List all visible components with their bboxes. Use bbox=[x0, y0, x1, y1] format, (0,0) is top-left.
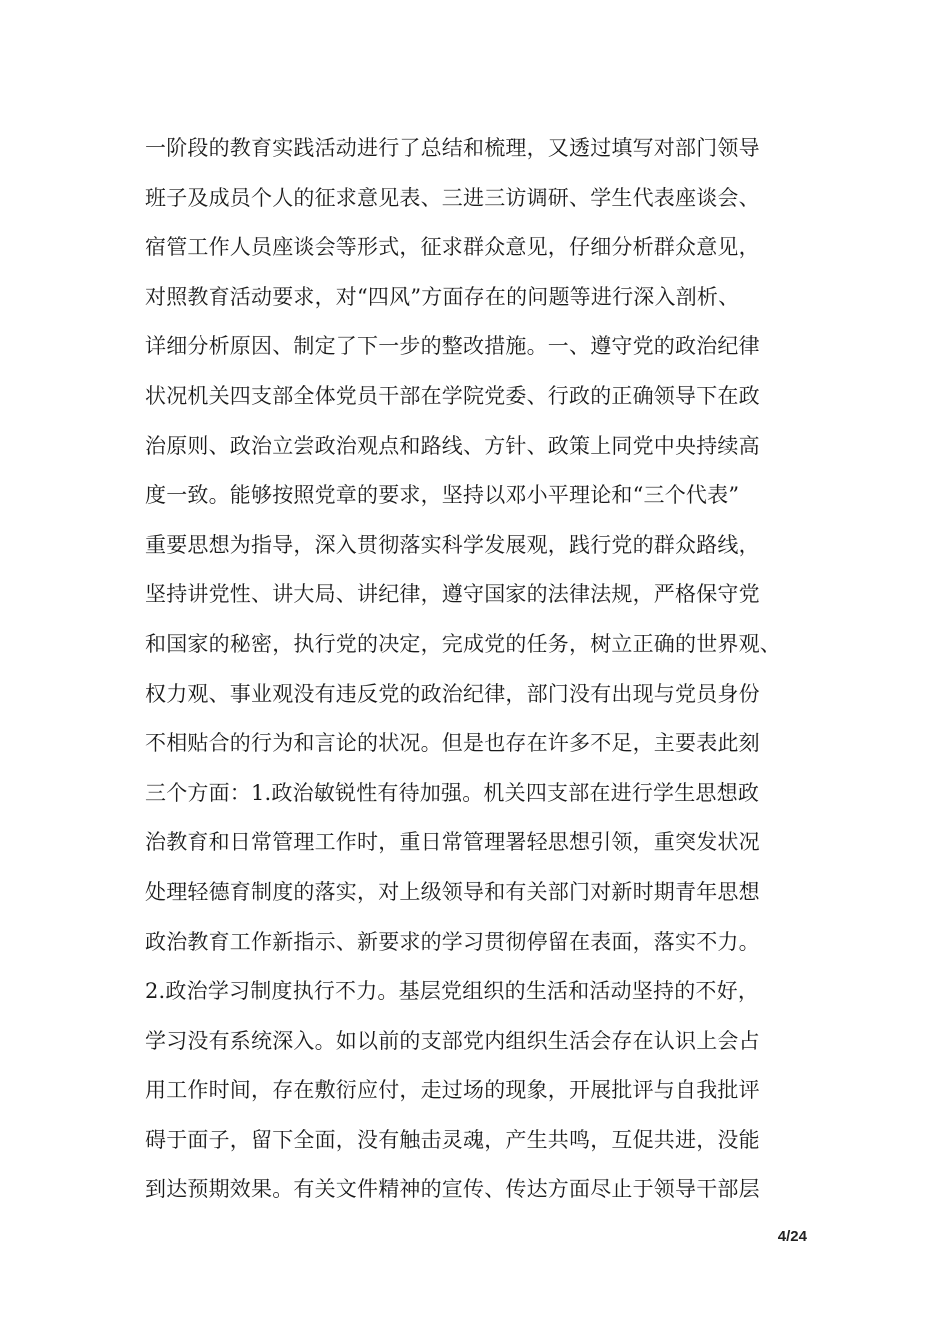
text-line: 用工作时间，存在敷衍应付，走过场的现象，开展批评与自我批评 bbox=[145, 1078, 760, 1103]
text-line: 详细分析原因、制定了下一步的整改措施。一、遵守党的政治纪律 bbox=[145, 334, 760, 359]
text-line: 治教育和日常管理工作时，重日常管理署轻思想引领，重突发状况 bbox=[145, 830, 760, 855]
text-line: 对照教育活动要求，对“四风”方面存在的问题等进行深入剖析、 bbox=[145, 284, 740, 309]
text-line: 班子及成员个人的征求意见表、三进三访调研、学生代表座谈会、 bbox=[145, 185, 760, 210]
body-text bbox=[145, 128, 825, 1219]
text-line: 到达预期效果。有关文件精神的宣传、传达方面尽止于领导干部层 bbox=[145, 1177, 760, 1202]
text-line: 和国家的秘密，执行党的决定，完成党的任务，树立正确的世界观、 bbox=[145, 631, 781, 656]
page-number: 4/24 bbox=[777, 1228, 807, 1245]
text-line: 碍于面子，留下全面，没有触击灵魂，产生共鸣，互促共进，没能 bbox=[145, 1127, 760, 1152]
text-line: 三个方面：1.政治敏锐性有待加强。机关四支部在进行学生思想政 bbox=[145, 780, 760, 805]
text-line: 学习没有系统深入。如以前的支部党内组织生活会存在认识上会占 bbox=[145, 1028, 760, 1053]
text-line: 治原则、政治立尝政治观点和路线、方针、政策上同党中央持续高 bbox=[145, 433, 760, 458]
text-line: 度一致。能够按照党章的要求，坚持以邓小平理论和“三个代表” bbox=[145, 483, 740, 508]
text-line: 不相贴合的行为和言论的状况。但是也存在许多不足，主要表此刻 bbox=[145, 731, 760, 756]
text-line: 宿管工作人员座谈会等形式，征求群众意见，仔细分析群众意见， bbox=[145, 235, 760, 260]
text-line: 状况机关四支部全体党员干部在学院党委、行政的正确领导下在政 bbox=[145, 383, 760, 408]
text-line: 重要思想为指导，深入贯彻落实科学发展观，践行党的群众路线， bbox=[145, 532, 760, 557]
text-line: 处理轻德育制度的落实，对上级领导和有关部门对新时期青年思想 bbox=[145, 879, 760, 904]
text-line: 权力观、事业观没有违反党的政治纪律，部门没有出现与党员身份 bbox=[145, 681, 760, 706]
text-line: 政治教育工作新指示、新要求的学习贯彻停留在表面，落实不力。 bbox=[145, 929, 760, 954]
text-line: 坚持讲党性、讲大局、讲纪律，遵守国家的法律法规，严格保守党 bbox=[145, 582, 760, 607]
text-line: 2.政治学习制度执行不力。基层党组织的生活和活动坚持的不好， bbox=[145, 979, 760, 1004]
text-line: 一阶段的教育实践活动进行了总结和梳理，又透过填写对部门领导 bbox=[145, 136, 760, 160]
